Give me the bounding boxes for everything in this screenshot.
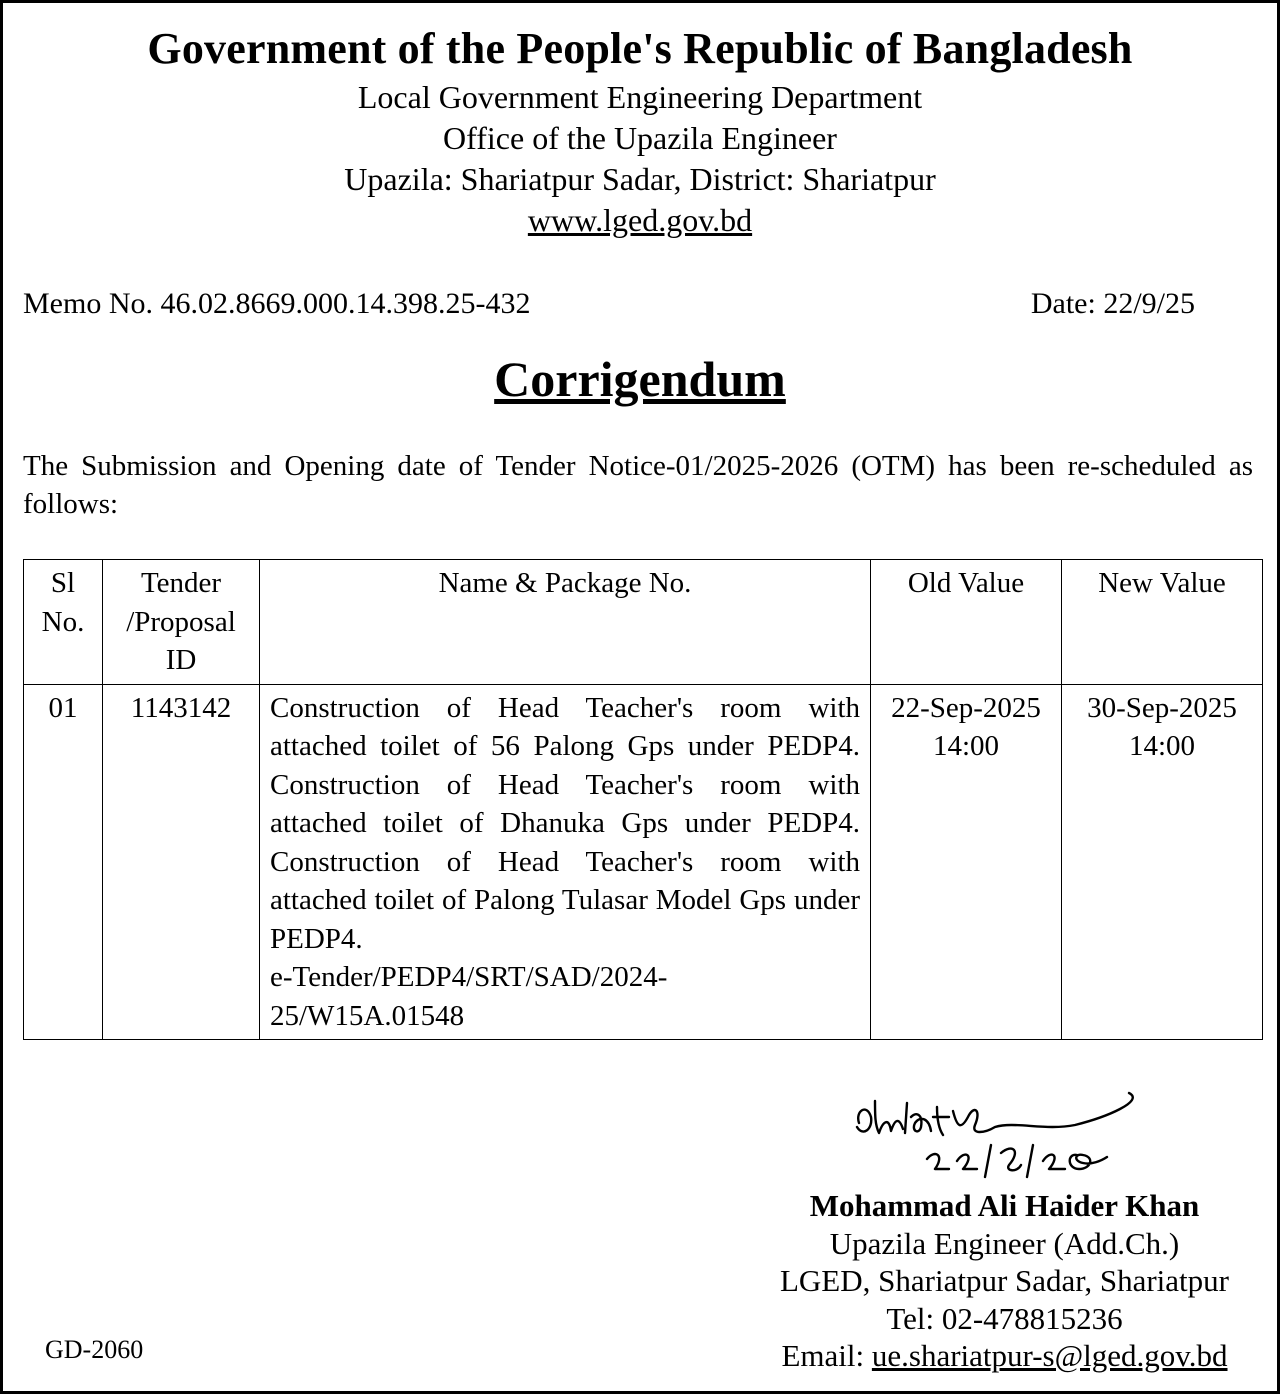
- table-header-row: [24, 560, 1263, 685]
- memo-number: Memo No. 46.02.8669.000.14.398.25-432: [23, 287, 531, 320]
- website-link[interactable]: www.lged.gov.bd: [527, 202, 753, 238]
- header-new-value: New Value: [1062, 560, 1263, 685]
- office-name: Office of the Upazila Engineer: [443, 120, 837, 156]
- signatory-block: [780, 1187, 1229, 1375]
- document-title: Corrigendum: [494, 351, 786, 407]
- memo-date: Date: 22/9/25: [1030, 287, 1195, 320]
- cell-tender-id: 1143142: [103, 684, 260, 1040]
- cell-old-value: 22-Sep-2025 14:00: [871, 684, 1062, 1040]
- intro-paragraph: The Submission and Opening date of Tender Notice-01/2025-2026 (OTM) has been re-scheduled as follows:: [23, 450, 1253, 520]
- office-location: Upazila: Shariatpur Sadar, District: Shariatpur: [344, 161, 936, 197]
- department-name: Local Government Engineering Department: [357, 79, 923, 115]
- cell-sl: 01: [24, 684, 103, 1040]
- signatory-email-line: [780, 1337, 1229, 1375]
- letterhead: [3, 21, 1277, 241]
- header-tender-id: Tender /Proposal ID: [103, 560, 260, 685]
- signatory-tel: Tel: 02-478815236: [886, 1300, 1123, 1336]
- table-row: [24, 684, 1263, 1040]
- header-old-value: Old Value: [871, 560, 1062, 685]
- government-title: Government of the People's Republic of Bangladesh: [147, 24, 1133, 73]
- signatory-designation: Upazila Engineer (Add.Ch.): [829, 1225, 1180, 1261]
- email-label: Email:: [781, 1338, 872, 1373]
- gd-code: GD-2060: [45, 1335, 144, 1364]
- cell-new-value: 30-Sep-2025 14:00: [1062, 684, 1263, 1040]
- signature-stroke: [857, 1093, 1133, 1135]
- signatory-name: Mohammad Ali Haider Khan: [809, 1188, 1200, 1223]
- signature-date-stroke: [927, 1145, 1107, 1177]
- handwritten-signature: [845, 1081, 1135, 1181]
- signatory-office: LGED, Shariatpur Sadar, Shariatpur: [779, 1263, 1229, 1298]
- header-name: Name & Package No.: [260, 560, 871, 685]
- package-number: e-Tender/PEDP4/SRT/SAD/2024-25/W15A.01548: [270, 961, 668, 1032]
- email-link[interactable]: ue.shariatpur-s@lged.gov.bd: [871, 1338, 1228, 1373]
- memo-row: [23, 285, 1195, 323]
- tender-schedule-table: [23, 559, 1263, 1040]
- cell-name-package: [260, 684, 871, 1040]
- header-sl: Sl No.: [24, 560, 103, 685]
- package-description: Construction of Head Teacher's room with attached toilet of 56 Palong Gps under PEDP4. Construction of Head Teacher's room with attached toilet of Dhanuka Gps under PEDP4. Construction of Head Teacher's room with attached toilet of Palong Tulasar Model Gps under PEDP4.: [270, 691, 860, 955]
